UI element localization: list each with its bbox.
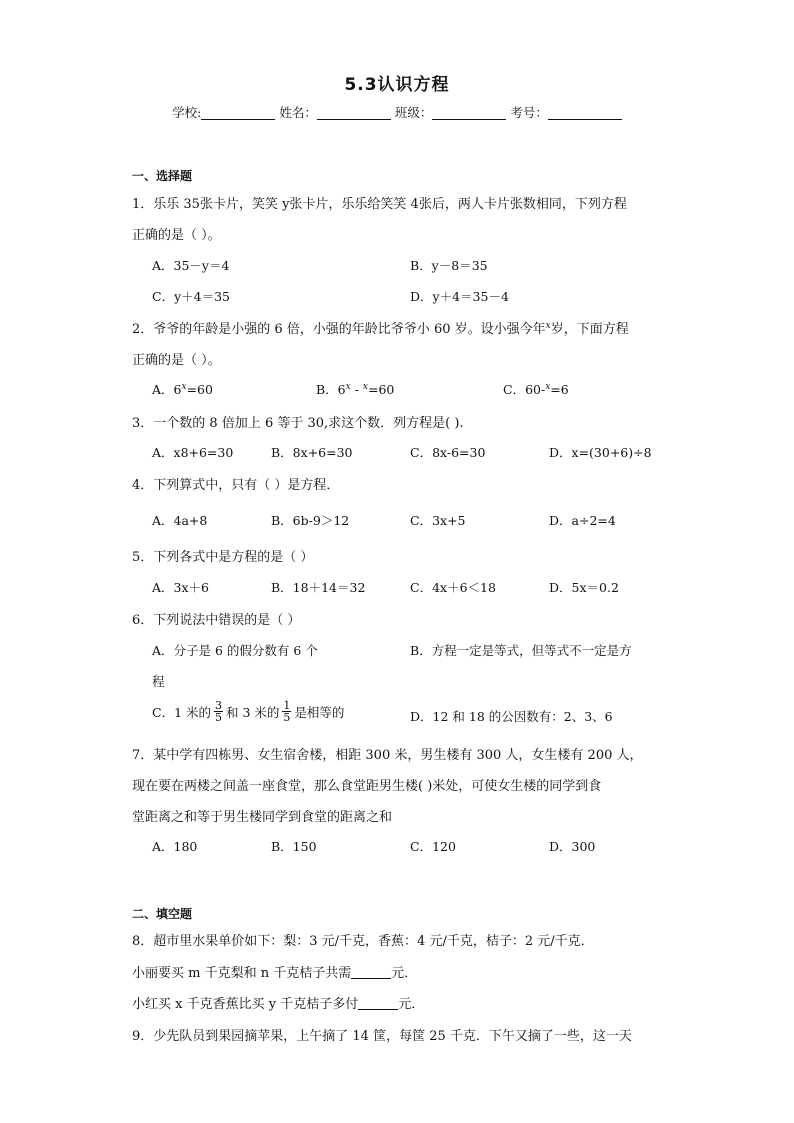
q2-b-var2: x [362,382,368,392]
q7-option-a[interactable]: A．180 [152,839,198,854]
q2-b-var1: x [345,382,351,392]
q8-line2-unit: 元． [391,966,418,981]
name-label: 姓名： [279,105,317,120]
q2-a-suffix: =60 [186,382,213,397]
q3-option-a[interactable]: A．x8+6=30 [152,445,234,460]
school-label: 学校: [172,105,202,120]
q7-stem-line3: 堂距离之和等于男生楼同学到食堂的距离之和 [132,810,393,825]
student-info-row [0,103,794,121]
q1-option-b[interactable]: B．y－8＝35 [410,258,488,273]
q8-stem-line3 [132,993,672,1012]
q1-option-a[interactable]: A．35－y＝4 [152,258,230,273]
section-choice-heading: 一、选择题 [132,169,193,183]
q8-line2-text: 小丽要买 m 千克梨和 n 千克桔子共需 [132,966,352,981]
school-blank[interactable] [201,107,275,120]
q3-option-b[interactable]: B．8x+6=30 [271,445,353,460]
q2-option-a[interactable] [152,380,213,398]
q2-variable: x [545,321,551,331]
q2-c-suffix: =6 [550,382,569,397]
q2-stem-line1 [132,318,672,337]
q3-stem: 3．一个数的 8 倍加上 6 等于 30,求这个数．列方程是( ). [132,416,464,431]
q9-stem-line1: 9．少先队员到果园摘苹果，上午摘了 14 筐，每筐 25 千克．下午又摘了一些，这一天 [132,1029,632,1044]
q6-c-prefix: C．1 米的 [152,704,211,720]
q5-option-c[interactable]: C．4x＋6＜18 [410,580,496,595]
q6-option-a[interactable]: A．分子是 6 的假分数有 6 个 [152,643,318,658]
q1-option-d[interactable]: D．y＋4＝35－4 [410,289,509,304]
q6-stem: 6．下列说法中错误的是（ ） [132,613,301,628]
q4-option-a[interactable]: A．4a+8 [152,513,208,528]
q6-option-d[interactable]: D．12 和 18 的公因数有：2、3、6 [410,709,613,724]
section-fill-heading: 二、填空题 [132,907,193,921]
q2-a-var: x [181,382,187,392]
fraction-one-fifth: $\frac{1}{5}$ [283,699,291,724]
q2-c-var: x [545,382,551,392]
exam-number-blank[interactable] [548,107,622,120]
q7-stem-line2: 现在要在两楼之间盖一座食堂，那么食堂距男生楼( )米处，可使女生楼的同学到食 [132,779,602,794]
q1-option-c[interactable]: C．y＋4＝35 [152,289,230,304]
q6-c-suffix: 是相等的 [294,704,345,720]
q2-stem-line2: 正确的是（ ）。 [132,353,221,368]
q6-option-b-continued: 程 [152,674,165,689]
q8-line3-unit: 元． [398,997,425,1012]
class-blank[interactable] [432,107,506,120]
q3-option-c[interactable]: C．8x-6=30 [410,445,486,460]
q4-option-d[interactable]: D．a÷2=4 [549,513,616,528]
class-label: 班级： [394,105,433,120]
q4-stem: 4．下列算式中，只有（ ）是方程． [132,478,340,493]
page-title: 5.3认识方程 [344,75,450,95]
q6-c-middle: 和 3 米的 [226,704,280,720]
q1-stem-line1: 1．乐乐 35张卡片，笑笑 y张卡片，乐乐给笑笑 4张后，两人卡片张数相同，下列方程 [132,197,627,212]
q8-answer-blank-1[interactable] [351,966,391,979]
q1-stem-line2: 正确的是（ ）。 [132,228,221,243]
q8-answer-blank-2[interactable] [358,997,398,1010]
exam-number-label: 考号： [510,105,548,120]
q7-option-c[interactable]: C．120 [410,839,456,854]
q8-line3-text: 小红买 x 千克香蕉比买 y 千克桔子多付 [132,997,359,1012]
q5-stem: 5．下列各式中是方程的是（ ） [132,550,314,565]
q2-b-suffix: =60 [367,382,395,397]
q8-stem-line1: 8．超市里水果单价如下：梨：3 元/千克，香蕉：4 元/千克，桔子：2 元/千克． [132,934,594,949]
q5-option-a[interactable]: A．3x＋6 [152,580,209,595]
q2-b-prefix: B．6 [316,382,346,397]
q8-stem-line2 [132,962,672,981]
q7-option-b[interactable]: B．150 [271,839,317,854]
fraction-three-fifths: $\frac{3}{5}$ [215,699,222,724]
q7-stem-line1: 7．某中学有四栋男、女生宿舍楼，相距 300 米，男生楼有 300 人，女生楼有 200 人， [132,748,643,763]
q5-option-b[interactable]: B．18＋14＝32 [271,580,366,595]
q2-option-c[interactable] [503,380,569,398]
q2-a-prefix: A．6 [152,382,182,397]
q6-option-c[interactable] [152,700,344,723]
name-blank[interactable] [317,107,391,120]
q6-option-b[interactable]: B．方程一定是等式，但等式不一定是方 [410,643,632,658]
q2-c-prefix: C．60- [503,382,546,397]
q2-stem-part1: 2．爷爷的年龄是小强的 6 倍，小强的年龄比爷爷小 60 岁。设小强今年 [132,322,546,337]
q4-option-c[interactable]: C．3x+5 [410,513,466,528]
q7-option-d[interactable]: D．300 [549,839,596,854]
q3-option-d[interactable]: D．x=(30+6)÷8 [549,445,652,460]
q2-b-minus: - [350,382,363,397]
q5-option-d[interactable]: D．5x＝0.2 [549,580,619,595]
q4-option-b[interactable]: B．6b-9＞12 [271,513,350,528]
q2-option-b[interactable] [316,380,394,398]
q2-stem-part2: 岁，下面方程 [550,322,629,337]
